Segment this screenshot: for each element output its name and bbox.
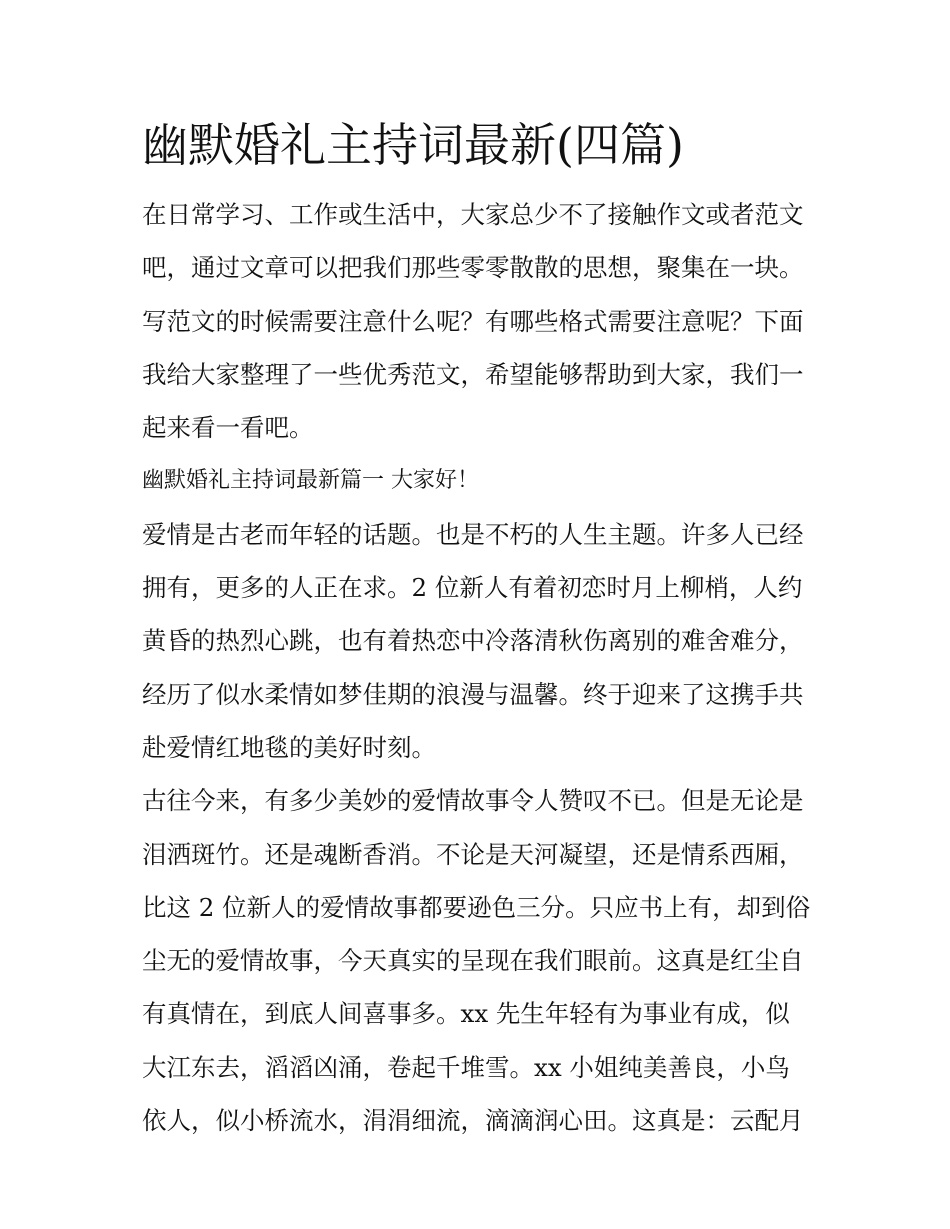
section-heading-block: [142, 454, 822, 507]
body-paragraph-1: [142, 508, 822, 774]
text-line: 拥有，更多的人正在求。2 位新人有着初恋时月上柳梢，人约: [142, 573, 803, 603]
text-line: 泪洒斑竹。还是魂断香消。不论是天河凝望，还是情系西厢，: [142, 839, 804, 869]
body-paragraph-2: [142, 774, 822, 1147]
document-page: [142, 112, 822, 1147]
text-line: 比这 2 位新人的爱情故事都要逊色三分。只应书上有，却到俗: [142, 892, 811, 922]
text-line: 依人，似小桥流水，涓涓细流，滴滴润心田。这真是：云配月: [142, 1106, 804, 1136]
text-line: 黄昏的热烈心跳，也有着热恋中冷落清秋伤离别的难舍难分，: [142, 626, 804, 656]
document-title: 幽默婚礼主持词最新(四篇): [142, 118, 684, 172]
text-line: 起来看一看吧。: [142, 413, 314, 443]
text-line: 爱情是古老而年轻的话题。也是不朽的人生主题。许多人已经: [142, 519, 804, 549]
intro-paragraph: [142, 188, 822, 454]
text-line: 尘无的爱情故事，今天真实的呈现在我们眼前。这真是红尘自: [142, 946, 804, 976]
text-line: 赴爱情红地毯的美好时刻。: [142, 732, 436, 762]
text-line: 经历了似水柔情如梦佳期的浪漫与温馨。终于迎来了这携手共: [142, 679, 804, 709]
text-line: 古往今来，有多少美妙的爱情故事令人赞叹不已。但是无论是: [142, 786, 804, 816]
text-line: 在日常学习、工作或生活中，大家总少不了接触作文或者范文: [142, 200, 804, 229]
text-line: 写范文的时候需要注意什么呢？有哪些格式需要注意呢？下面: [142, 306, 804, 336]
text-line: 吧，通过文章可以把我们那些零零散散的思想，聚集在一块。: [142, 253, 804, 283]
section-heading: 幽默婚礼主持词最新篇一 大家好！: [142, 468, 479, 494]
text-line: 大江东去，滔滔凶涌，卷起千堆雪。xx 小姐纯美善良，小鸟: [142, 1052, 790, 1082]
text-line: 我给大家整理了一些优秀范文，希望能够帮助到大家，我们一: [142, 359, 804, 389]
text-line: 有真情在，到底人间喜事多。xx 先生年轻有为事业有成，似: [142, 999, 790, 1029]
